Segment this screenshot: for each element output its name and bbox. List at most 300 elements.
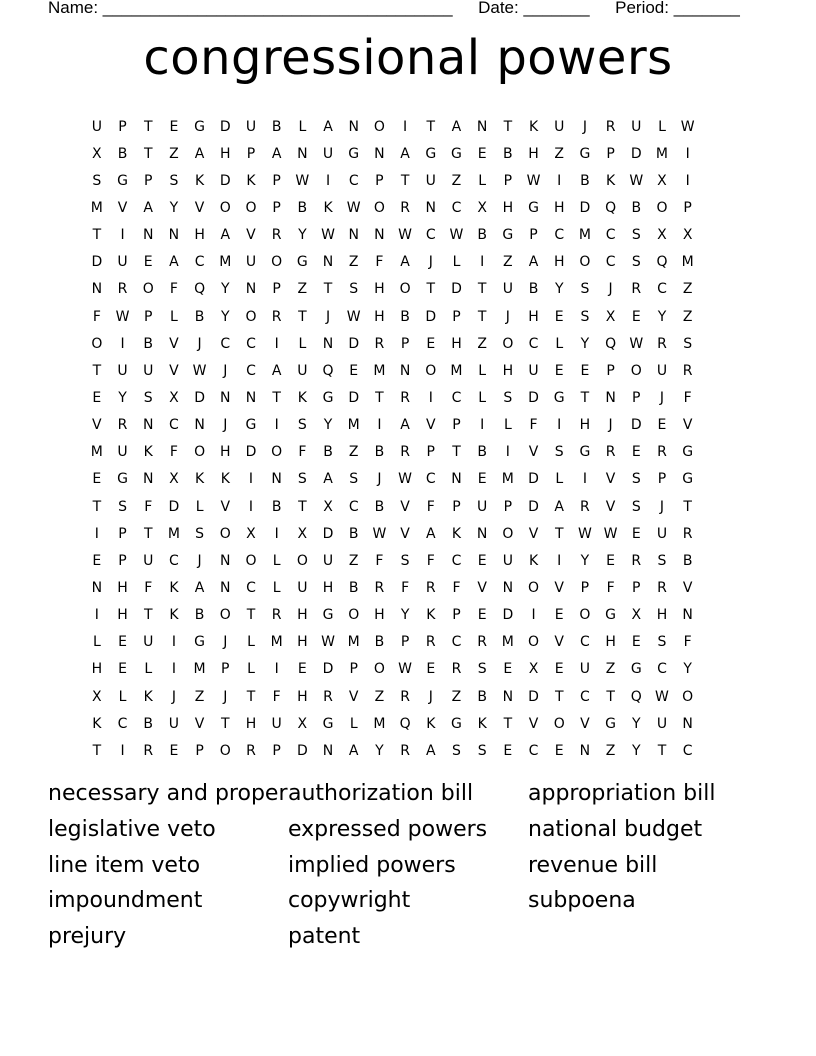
grid-letter[interactable]: O [399, 281, 411, 298]
grid-letter[interactable]: P [503, 172, 513, 189]
grid-letter[interactable]: K [246, 172, 256, 189]
grid-letter[interactable]: P [683, 199, 692, 216]
grid-letter[interactable]: H [374, 281, 385, 298]
grid-letter[interactable]: R [246, 742, 256, 759]
grid-letter[interactable]: E [118, 634, 127, 651]
grid-letter[interactable]: S [657, 634, 667, 651]
grid-letter[interactable]: Z [605, 661, 616, 678]
grid-letter[interactable]: R [682, 362, 693, 379]
grid-letter[interactable]: X [246, 525, 256, 542]
grid-letter[interactable]: F [92, 308, 101, 325]
grid-letter[interactable]: V [169, 335, 179, 352]
grid-letter[interactable]: H [528, 145, 539, 162]
grid-letter[interactable]: N [168, 227, 180, 244]
grid-letter[interactable]: G [682, 471, 694, 488]
grid-letter[interactable]: R [425, 579, 436, 596]
grid-letter[interactable]: P [580, 579, 590, 596]
grid-letter[interactable]: M [167, 525, 180, 542]
grid-letter[interactable]: B [503, 145, 513, 162]
grid-letter[interactable]: H [553, 199, 565, 216]
grid-letter[interactable]: O [271, 254, 283, 271]
grid-letter[interactable]: E [92, 389, 102, 406]
grid-letter[interactable]: U [502, 281, 513, 298]
grid-letter[interactable]: R [143, 742, 154, 759]
grid-letter[interactable]: I [94, 607, 99, 624]
grid-letter[interactable]: T [452, 444, 461, 461]
grid-letter[interactable]: N [502, 688, 514, 705]
grid-letter[interactable]: R [400, 742, 410, 759]
grid-letter[interactable]: S [349, 471, 359, 488]
grid-letter[interactable]: B [194, 308, 205, 325]
grid-letter[interactable]: F [683, 389, 692, 406]
grid-letter[interactable]: O [579, 607, 591, 624]
grid-letter[interactable]: E [606, 552, 616, 569]
grid-letter[interactable]: E [297, 661, 307, 678]
grid-letter[interactable]: E [169, 742, 179, 759]
grid-letter[interactable]: M [373, 362, 386, 379]
grid-letter[interactable]: P [452, 308, 461, 325]
grid-letter[interactable]: H [451, 335, 462, 352]
grid-letter[interactable]: D [322, 661, 334, 678]
grid-letter[interactable]: N [322, 335, 334, 352]
grid-letter[interactable]: N [91, 281, 103, 298]
grid-letter[interactable]: F [272, 688, 281, 705]
grid-letter[interactable]: A [194, 579, 205, 596]
grid-letter[interactable]: Q [605, 335, 617, 352]
grid-letter[interactable]: V [554, 579, 564, 596]
grid-letter[interactable]: S [118, 498, 127, 515]
grid-letter[interactable]: Z [348, 444, 359, 461]
grid-letter[interactable]: H [605, 634, 616, 651]
grid-letter[interactable]: Y [323, 417, 333, 434]
grid-letter[interactable]: T [272, 389, 281, 406]
grid-letter[interactable]: T [400, 172, 410, 189]
grid-letter[interactable]: M [193, 661, 206, 678]
grid-letter[interactable]: W [603, 525, 618, 542]
grid-letter[interactable]: N [605, 389, 616, 406]
grid-letter[interactable]: J [197, 552, 202, 569]
grid-letter[interactable]: B [348, 579, 359, 596]
grid-letter[interactable]: S [631, 498, 641, 515]
grid-letter[interactable]: S [554, 444, 564, 461]
grid-letter[interactable]: T [477, 308, 487, 325]
grid-letter[interactable]: G [322, 607, 334, 624]
grid-letter[interactable]: H [91, 661, 103, 678]
grid-letter[interactable]: C [580, 688, 590, 705]
grid-letter[interactable]: E [477, 145, 487, 162]
grid-letter[interactable]: C [348, 498, 359, 515]
grid-letter[interactable]: S [631, 254, 641, 271]
grid-letter[interactable]: U [656, 715, 668, 732]
grid-letter[interactable]: U [502, 552, 513, 569]
grid-letter[interactable]: C [605, 227, 616, 244]
grid-letter[interactable]: V [400, 498, 410, 515]
grid-letter[interactable]: P [272, 172, 281, 189]
grid-letter[interactable]: V [528, 525, 539, 542]
grid-letter[interactable]: P [632, 389, 641, 406]
grid-letter[interactable]: Y [657, 308, 667, 325]
grid-letter[interactable]: M [347, 417, 360, 434]
grid-letter[interactable]: K [143, 444, 153, 461]
grid-letter[interactable]: T [426, 281, 436, 298]
grid-letter[interactable]: C [657, 281, 667, 298]
grid-letter[interactable]: J [428, 254, 433, 271]
grid-letter[interactable]: I [171, 661, 176, 678]
grid-letter[interactable]: E [477, 607, 487, 624]
grid-letter[interactable]: S [452, 742, 461, 759]
grid-letter[interactable]: T [92, 498, 102, 515]
grid-letter[interactable]: E [92, 552, 102, 569]
grid-letter[interactable]: V [425, 417, 436, 434]
grid-letter[interactable]: B [374, 444, 385, 461]
grid-letter[interactable]: G [117, 471, 128, 488]
grid-letter[interactable]: T [246, 688, 256, 705]
grid-letter[interactable]: J [197, 335, 202, 352]
grid-letter[interactable]: E [631, 308, 641, 325]
grid-letter[interactable]: I [325, 172, 331, 189]
grid-letter[interactable]: P [195, 742, 204, 759]
grid-letter[interactable]: A [323, 118, 333, 135]
grid-letter[interactable]: G [451, 145, 462, 162]
grid-letter[interactable]: Y [169, 199, 179, 216]
grid-letter[interactable]: S [143, 389, 153, 406]
grid-letter[interactable]: O [528, 579, 540, 596]
grid-letter[interactable]: N [245, 389, 257, 406]
grid-letter[interactable]: H [194, 227, 205, 244]
grid-letter[interactable]: T [298, 308, 307, 325]
grid-letter[interactable]: Z [348, 254, 359, 271]
grid-letter[interactable]: C [451, 552, 462, 569]
grid-letter[interactable]: B [682, 552, 693, 569]
grid-letter[interactable]: P [272, 742, 281, 759]
grid-letter[interactable]: P [426, 444, 435, 461]
grid-letter[interactable]: D [168, 498, 180, 515]
grid-letter[interactable]: Z [451, 172, 462, 189]
grid-letter[interactable]: H [322, 579, 334, 596]
grid-letter[interactable]: I [428, 389, 433, 406]
grid-letter[interactable]: V [92, 417, 102, 434]
grid-letter[interactable]: R [682, 525, 693, 542]
grid-letter[interactable]: K [143, 688, 153, 705]
grid-letter[interactable]: W [449, 227, 464, 244]
grid-letter[interactable]: K [297, 389, 307, 406]
grid-letter[interactable]: L [272, 579, 281, 596]
grid-letter[interactable]: J [223, 417, 228, 434]
grid-letter[interactable]: C [682, 742, 693, 759]
grid-letter[interactable]: E [92, 471, 102, 488]
grid-letter[interactable]: O [373, 118, 385, 135]
grid-letter[interactable]: U [554, 118, 565, 135]
grid-letter[interactable]: G [425, 145, 437, 162]
grid-letter[interactable]: D [630, 417, 642, 434]
grid-letter[interactable]: N [348, 227, 359, 244]
grid-letter[interactable]: X [169, 389, 179, 406]
grid-letter[interactable]: T [375, 389, 384, 406]
grid-letter[interactable]: C [451, 389, 462, 406]
grid-letter[interactable]: D [296, 742, 308, 759]
grid-letter[interactable]: T [143, 145, 153, 162]
grid-letter[interactable]: A [400, 254, 410, 271]
grid-letter[interactable]: N [374, 145, 385, 162]
grid-letter[interactable]: L [298, 118, 307, 135]
grid-letter[interactable]: S [580, 281, 590, 298]
grid-letter[interactable]: Z [297, 281, 308, 298]
grid-letter[interactable]: J [608, 417, 613, 434]
grid-letter[interactable]: K [92, 715, 102, 732]
grid-letter[interactable]: L [478, 389, 487, 406]
grid-letter[interactable]: O [373, 199, 385, 216]
grid-letter[interactable]: L [170, 308, 178, 325]
grid-letter[interactable]: A [400, 145, 410, 162]
grid-letter[interactable]: N [502, 579, 514, 596]
grid-letter[interactable]: E [426, 335, 436, 352]
grid-letter[interactable]: E [426, 661, 436, 678]
grid-letter[interactable]: B [631, 199, 642, 216]
grid-letter[interactable]: B [323, 444, 333, 461]
grid-letter[interactable]: L [92, 634, 101, 651]
grid-letter[interactable]: P [606, 362, 615, 379]
grid-letter[interactable]: F [426, 498, 435, 515]
grid-letter[interactable]: I [274, 525, 279, 542]
grid-letter[interactable]: W [321, 634, 335, 651]
grid-letter[interactable]: A [271, 145, 282, 162]
grid-letter[interactable]: F [144, 579, 153, 596]
grid-letter[interactable]: H [579, 417, 591, 434]
grid-letter[interactable]: R [657, 335, 667, 352]
grid-letter[interactable]: C [451, 199, 462, 216]
grid-letter[interactable]: S [195, 525, 205, 542]
grid-letter[interactable]: D [194, 389, 205, 406]
grid-letter[interactable]: A [169, 254, 179, 271]
grid-letter[interactable]: N [297, 145, 308, 162]
grid-letter[interactable]: O [502, 335, 514, 352]
grid-letter[interactable]: T [503, 715, 513, 732]
grid-letter[interactable]: F [401, 579, 410, 596]
grid-letter[interactable]: I [557, 552, 562, 569]
grid-letter[interactable]: V [348, 688, 359, 705]
grid-letter[interactable]: G [451, 715, 462, 732]
grid-letter[interactable]: X [682, 227, 693, 244]
grid-letter[interactable]: H [245, 715, 257, 732]
grid-letter[interactable]: I [274, 661, 279, 678]
grid-letter[interactable]: Z [554, 145, 565, 162]
grid-letter[interactable]: Y [400, 607, 410, 624]
grid-letter[interactable]: I [685, 172, 690, 189]
grid-letter[interactable]: U [322, 552, 334, 569]
grid-letter[interactable]: D [425, 308, 437, 325]
grid-letter[interactable]: U [656, 525, 668, 542]
grid-letter[interactable]: D [245, 444, 257, 461]
grid-letter[interactable]: U [579, 661, 591, 678]
grid-letter[interactable]: M [655, 145, 669, 162]
grid-letter[interactable]: M [501, 634, 514, 651]
grid-letter[interactable]: C [554, 227, 565, 244]
grid-letter[interactable]: U [117, 362, 128, 379]
grid-letter[interactable]: L [478, 362, 487, 379]
grid-letter[interactable]: L [478, 172, 487, 189]
grid-letter[interactable]: Z [374, 688, 385, 705]
grid-letter[interactable]: C [451, 634, 462, 651]
grid-letter[interactable]: E [349, 362, 359, 379]
grid-letter[interactable]: X [92, 145, 102, 162]
grid-letter[interactable]: L [195, 498, 204, 515]
grid-letter[interactable]: A [143, 199, 153, 216]
grid-letter[interactable]: L [298, 335, 307, 352]
grid-letter[interactable]: B [374, 498, 385, 515]
grid-letter[interactable]: W [655, 688, 669, 705]
grid-letter[interactable]: N [220, 552, 231, 569]
grid-letter[interactable]: O [579, 254, 591, 271]
grid-letter[interactable]: A [271, 362, 282, 379]
grid-letter[interactable]: Z [477, 335, 487, 352]
grid-letter[interactable]: K [426, 607, 436, 624]
grid-letter[interactable]: T [143, 525, 153, 542]
grid-letter[interactable]: H [374, 607, 385, 624]
grid-letter[interactable]: E [143, 254, 153, 271]
grid-letter[interactable]: Y [580, 552, 590, 569]
grid-letter[interactable]: S [92, 172, 102, 189]
grid-letter[interactable]: V [528, 715, 539, 732]
grid-letter[interactable]: I [557, 417, 562, 434]
grid-letter[interactable]: V [117, 199, 128, 216]
grid-letter[interactable]: O [245, 552, 257, 569]
grid-letter[interactable]: U [143, 362, 154, 379]
grid-letter[interactable]: E [631, 444, 641, 461]
grid-letter[interactable]: U [631, 118, 642, 135]
grid-letter[interactable]: U [271, 715, 282, 732]
grid-letter[interactable]: C [348, 172, 359, 189]
grid-letter[interactable]: H [297, 688, 308, 705]
grid-letter[interactable]: D [528, 471, 539, 488]
grid-letter[interactable]: M [270, 634, 283, 651]
grid-letter[interactable]: R [400, 199, 410, 216]
grid-letter[interactable]: N [374, 227, 385, 244]
grid-letter[interactable]: S [503, 389, 513, 406]
grid-letter[interactable]: P [657, 471, 667, 488]
grid-letter[interactable]: V [194, 715, 205, 732]
grid-letter[interactable]: O [682, 688, 694, 705]
grid-letter[interactable]: E [580, 362, 590, 379]
grid-letter[interactable]: E [118, 661, 127, 678]
grid-letter[interactable]: R [477, 634, 488, 651]
grid-letter[interactable]: K [323, 199, 333, 216]
grid-letter[interactable]: H [553, 254, 565, 271]
grid-letter[interactable]: C [425, 227, 436, 244]
grid-letter[interactable]: I [403, 118, 408, 135]
grid-letter[interactable]: L [118, 688, 127, 705]
grid-letter[interactable]: P [452, 607, 461, 624]
grid-letter[interactable]: U [297, 579, 308, 596]
grid-letter[interactable]: D [322, 525, 334, 542]
grid-letter[interactable]: C [605, 254, 616, 271]
grid-letter[interactable]: S [683, 335, 693, 352]
grid-letter[interactable]: C [220, 335, 231, 352]
grid-letter[interactable]: Y [118, 389, 127, 406]
grid-letter[interactable]: T [477, 281, 487, 298]
grid-letter[interactable]: X [477, 199, 487, 216]
grid-letter[interactable]: M [347, 634, 360, 651]
grid-letter[interactable]: X [297, 715, 308, 732]
grid-letter[interactable]: D [348, 389, 360, 406]
grid-letter[interactable]: B [297, 199, 308, 216]
grid-letter[interactable]: Q [656, 254, 668, 271]
grid-letter[interactable]: K [477, 715, 487, 732]
grid-letter[interactable]: N [91, 579, 103, 596]
grid-letter[interactable]: G [322, 389, 334, 406]
grid-letter[interactable]: R [657, 579, 667, 596]
grid-letter[interactable]: K [606, 172, 616, 189]
grid-letter[interactable]: V [400, 525, 410, 542]
grid-letter[interactable]: R [605, 444, 616, 461]
grid-letter[interactable]: W [629, 335, 644, 352]
grid-letter[interactable]: R [323, 688, 333, 705]
grid-letter[interactable]: C [425, 471, 436, 488]
grid-letter[interactable]: S [477, 742, 487, 759]
grid-letter[interactable]: B [348, 525, 359, 542]
grid-letter[interactable]: S [349, 281, 359, 298]
grid-letter[interactable]: D [91, 254, 103, 271]
grid-letter[interactable]: N [322, 742, 334, 759]
grid-letter[interactable]: O [502, 525, 514, 542]
grid-letter[interactable]: R [657, 444, 667, 461]
grid-letter[interactable]: M [90, 199, 103, 216]
grid-letter[interactable]: K [195, 172, 205, 189]
grid-letter[interactable]: Y [683, 661, 692, 678]
grid-letter[interactable]: R [631, 552, 642, 569]
grid-letter[interactable]: N [220, 389, 231, 406]
grid-letter[interactable]: W [680, 118, 695, 135]
grid-letter[interactable]: G [245, 417, 257, 434]
grid-letter[interactable]: D [219, 172, 231, 189]
grid-letter[interactable]: D [528, 389, 539, 406]
grid-letter[interactable]: N [476, 525, 488, 542]
grid-letter[interactable]: K [220, 471, 230, 488]
grid-letter[interactable]: P [349, 661, 358, 678]
grid-letter[interactable]: G [502, 227, 514, 244]
grid-letter[interactable]: P [452, 498, 461, 515]
grid-letter[interactable]: J [377, 471, 382, 488]
grid-letter[interactable]: R [271, 227, 282, 244]
grid-letter[interactable]: H [117, 607, 128, 624]
grid-letter[interactable]: O [245, 308, 257, 325]
grid-letter[interactable]: J [428, 688, 433, 705]
grid-letter[interactable]: N [682, 607, 693, 624]
grid-letter[interactable]: X [323, 498, 333, 515]
grid-letter[interactable]: I [685, 145, 690, 162]
grid-letter[interactable]: Q [630, 688, 642, 705]
grid-letter[interactable]: D [502, 607, 514, 624]
grid-letter[interactable]: W [321, 227, 335, 244]
grid-letter[interactable]: N [142, 417, 154, 434]
grid-letter[interactable]: I [557, 172, 562, 189]
grid-letter[interactable]: N [451, 471, 462, 488]
grid-letter[interactable]: W [372, 525, 387, 542]
grid-letter[interactable]: B [477, 227, 487, 244]
grid-letter[interactable]: U [245, 254, 257, 271]
grid-letter[interactable]: Y [375, 742, 384, 759]
grid-letter[interactable]: G [528, 199, 539, 216]
grid-letter[interactable]: N [476, 118, 488, 135]
grid-letter[interactable]: R [580, 498, 590, 515]
grid-letter[interactable]: T [503, 118, 513, 135]
grid-letter[interactable]: U [245, 118, 257, 135]
grid-letter[interactable]: N [579, 742, 591, 759]
grid-letter[interactable]: E [477, 471, 487, 488]
grid-letter[interactable]: I [531, 607, 536, 624]
grid-letter[interactable]: A [425, 742, 436, 759]
grid-letter[interactable]: Z [503, 254, 513, 271]
grid-letter[interactable]: I [274, 417, 279, 434]
